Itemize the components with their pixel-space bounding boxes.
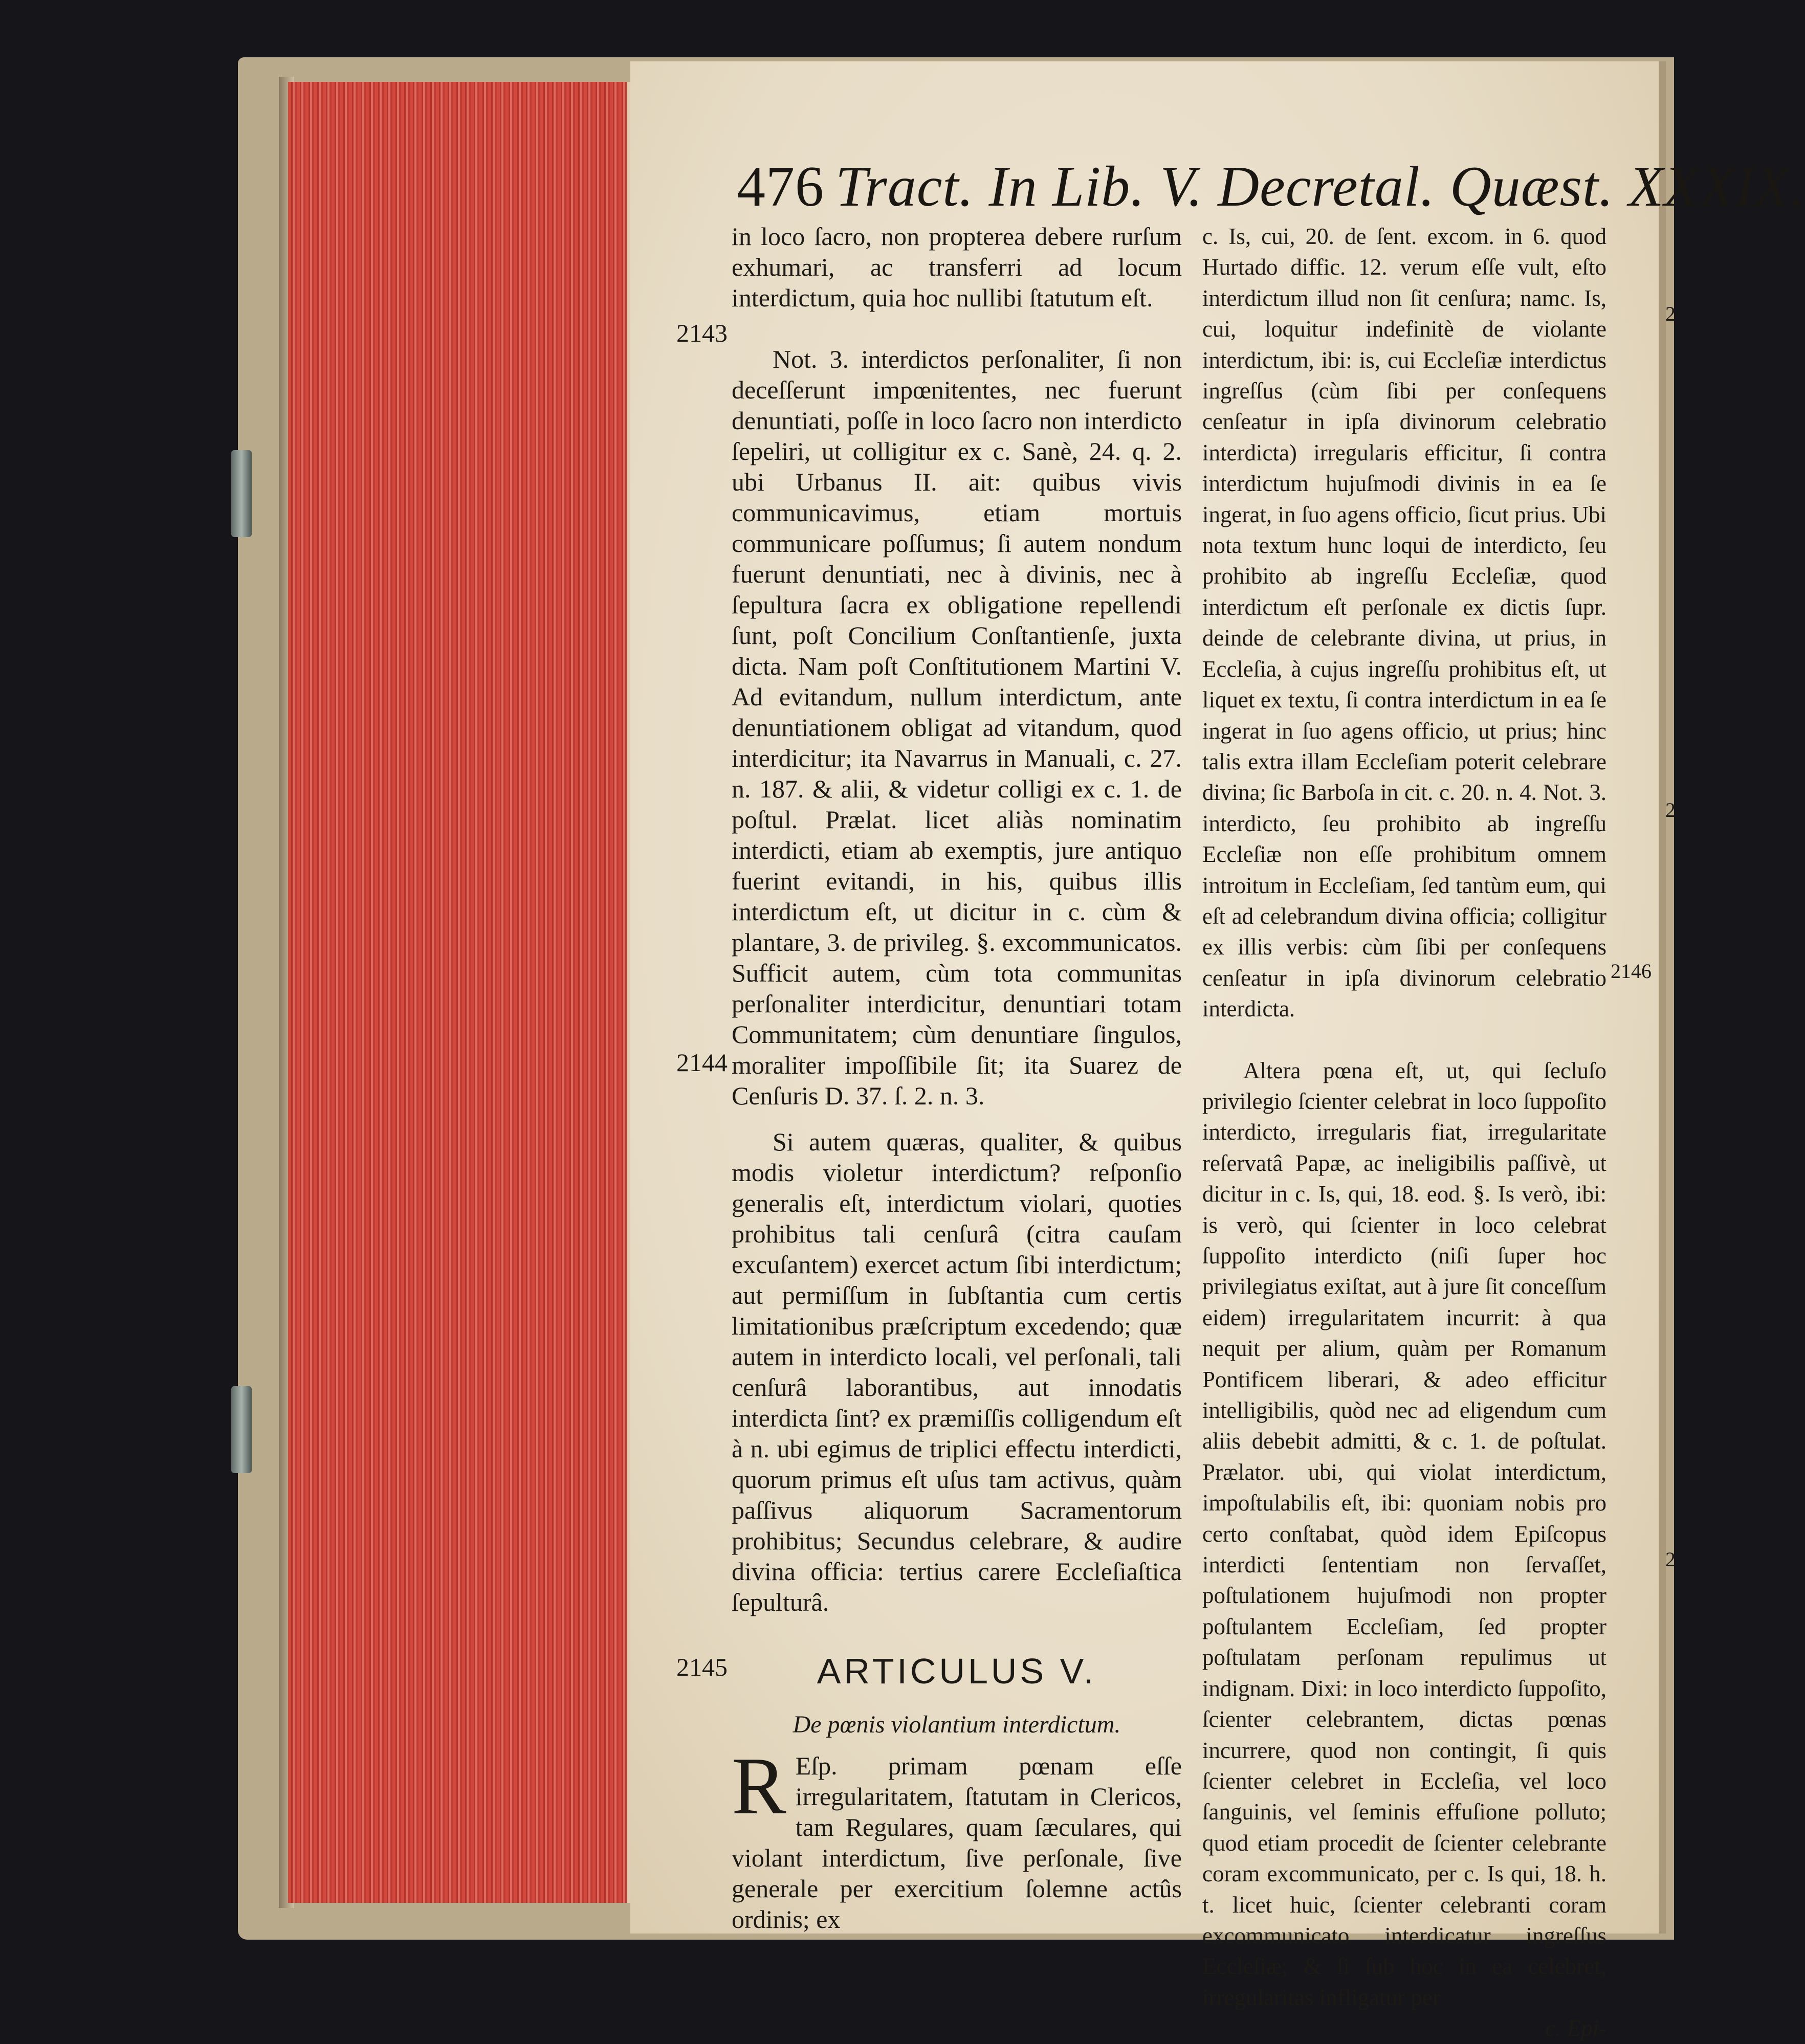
clasp-lower	[231, 1386, 252, 1473]
right-column	[1202, 221, 1606, 2044]
left-paragraph-1: in loco ſacro, non propterea debere rurſum exhumari, ac transferri ad locum interdictum, quia hoc nullibi ſtatutum eſt.	[732, 222, 1182, 312]
right-paragraph-1: c. Is, cui, 20. de ſent. excom. in 6. quod Hurtado diffic. 12. verum eſſe vult, eſto interdictum illud non ſit cenſura; namc. Is, cui, loquitur indefinitè de violante interdictum, ibi: is, cui Eccleſiæ interdictus ingreſſus (cùm ſibi per conſequens cenſeatur in ipſa divinorum celebratio interdicta) irregularis efficitur, ſi contra interdictum hujuſmodi divinis in ea ſe ingerat, in ſuo agens officio, ſicut prius. Ubi nota textum hunc loqui de interdicto, ſeu prohibito ab ingreſſu Eccleſiæ, quod interdictum eſt perſonale ex dictis ſupr. deinde de celebrante divina, ut prius, in Eccleſia, à cujus ingreſſu prohibitus eſt, ut liquet ex textu, ſi contra interdictum in ea ſe ingerat in ſuo agens officio, ut prius; hinc talis extra illam Eccleſiam poterit celebrare divina; ſic Barboſa in cit. c. 20. n. 4. Not. 3. interdicto, ſeu prohibito ab ingreſſu Eccleſiæ non eſſe prohibitum omnem introitum in Eccleſiam, ſed tantùm eum, qui eſt ad celebrandum divina officia; colligitur ex illis verbis: cùm ſibi per conſequens cenſeatur in ipſa divinorum celebratio interdicta.	[1202, 224, 1606, 1022]
running-header	[737, 153, 1805, 220]
margin-number-2144: 2144	[676, 1048, 728, 1077]
article-subtitle: De pœnis violantium interdictum.	[793, 1711, 1121, 1738]
left-column	[732, 221, 1182, 1935]
page-number: 476	[737, 155, 824, 218]
margin-number-2145: 2145	[676, 1653, 728, 1681]
right-paragraph-2: Altera pœna eſt, ut, qui ſecluſo privilegio ſcienter celebrat in loco ſuppoſito interdicto, irregularis fiat, irregularitate reſervatâ Papæ, ac ineligibilis paſſivè, ut dicitur in c. Is, qui, 18. eod. §. Is verò, ibi: is verò, qui ſcienter in loco celebrat ſuppoſito interdicto (niſi ſuper hoc privilegiatus exiſtat, aut à jure ſit conceſſum eidem) irregularitatem incurrit: à qua nequit per alium, quàm per Romanum Pontificem liberari, & adeo efficitur intelligibilis, quòd nec ad eligendum cum aliis debebit admitti, & c. 1. de poſtulat. Prælator. ubi, qui violat interdictum, impoſtulabilis eſt, ibi: quoniam nobis pro certo conſtabat, quòd idem Epiſcopus interdicti ſententiam non ſervaſſet, poſtulationem hujuſmodi non propter poſtulantem Eccleſiam, ſed propter poſtulatam perſonam repulimus ut indignam. Dixi: in loco interdicto ſuppoſito, ſcienter celebrantem, dictas pœnas incurrere, quod non contingit, ſi quis ſcienter celebret in Eccleſia, vel loco ſanguinis, vel ſeminis effuſione polluto; quod etiam procedit de ſcienter celebrante coram excommunicato, per c. Is qui, 18. h. t. licet huic, ſcienter celebranti coram excommunicato interdicatur ingreſſus Eccleſiæ; & ſi ſub hoc in ea celebret, irregularitas infligatur per	[1202, 1057, 1606, 2010]
edge-mark-2: 2	[1665, 798, 1676, 821]
margin-number-2143: 2143	[676, 319, 728, 347]
left-paragraph-4-text: Eſp. primam pœnam eſſe irregularitatem, ſtatutam in Clericos, tam Regulares, quam ſæculares, qui violant interdictum, ſive perſonale, ſive generale per exercitium ſolemne actûs ordinis; ex	[732, 1751, 1182, 1934]
left-paragraph-3: Si autem quæras, qualiter, & quibus modis violetur interdictum? reſponſio generalis eſt, interdictum violari, quoties prohibitus tali cenſurâ (citra cauſam excuſantem) exercet actum ſibi interdictum; aut permiſſum in ſubſtantia cum certis limitationibus præſcriptum excedendo; quæ autem in interdicto locali, vel perſonali, tali cenſurâ laborantibus, aut innodatis interdicta ſint? ex præmiſſis colligendum eſt à n. ubi egimus de triplici effectu interdicti, quorum primus eſt uſus tam activus, quàm paſſivus aliquorum Sacramentorum prohibitus; Secundus celebrare, & audire divina officia: tertius carere Eccleſiaſtica ſepulturâ.	[732, 1127, 1182, 1616]
left-paragraph-2: Not. 3. interdictos perſonaliter, ſi non deceſſerunt impœnitentes, nec fuerunt denuntiati, poſſe in loco ſacro non interdicto ſepeliri, ut colligitur ex c. Sanè, 24. q. 2. ubi Urbanus II. ait: quibus vivis communicavimus, etiam mortuis communicare poſſumus; ſi autem nondum fuerunt denuntiati, nec à divinis, nec à ſepultura ſacra ex obligatione repellendi ſunt, poſt Concilium Conſtantienſe, juxta dicta. Nam poſt Conſtitutionem Martini V. Ad evitandum, nullum interdictum, ante denuntiationem obligat ad vitandum, quod interdicitur; ita Navarrus in Manuali, c. 27. n. 187. & alii, & videtur colligi ex c. 1. de poſtul. Prælat. licet aliàs nominatim interdicti, etiam ab exemptis, jure antiquo fuerint evitandi, in his, quibus illis interdictum eſt, ut dicitur in c. cùm & plantare, 3. de privileg. §. excommunicatos. Sufficit autem, cùm tota communitas perſonaliter interdicitur, denuntiari totam Communitatem; cùm denuntiare ſingulos, moraliter impoſſibile ſit; ita Suarez de Cenſuris D. 37. ſ. 2. n. 3.	[732, 345, 1182, 1110]
article-title: ARTICULUS V.	[817, 1651, 1097, 1691]
edge-mark-3: 2	[1665, 1548, 1676, 1571]
margin-number-2146: 2146	[1611, 960, 1652, 983]
clasp-upper	[231, 450, 252, 537]
left-paragraph-4	[732, 1740, 1182, 1935]
catchword: c. Epi-	[1545, 2015, 1606, 2041]
drop-cap: R	[732, 1740, 786, 1831]
edge-mark-1: 2	[1665, 302, 1676, 325]
red-page-edges	[288, 82, 631, 1903]
running-title: Tract. In Lib. V. Decretal. Quæst. XXXIX.	[835, 155, 1805, 218]
